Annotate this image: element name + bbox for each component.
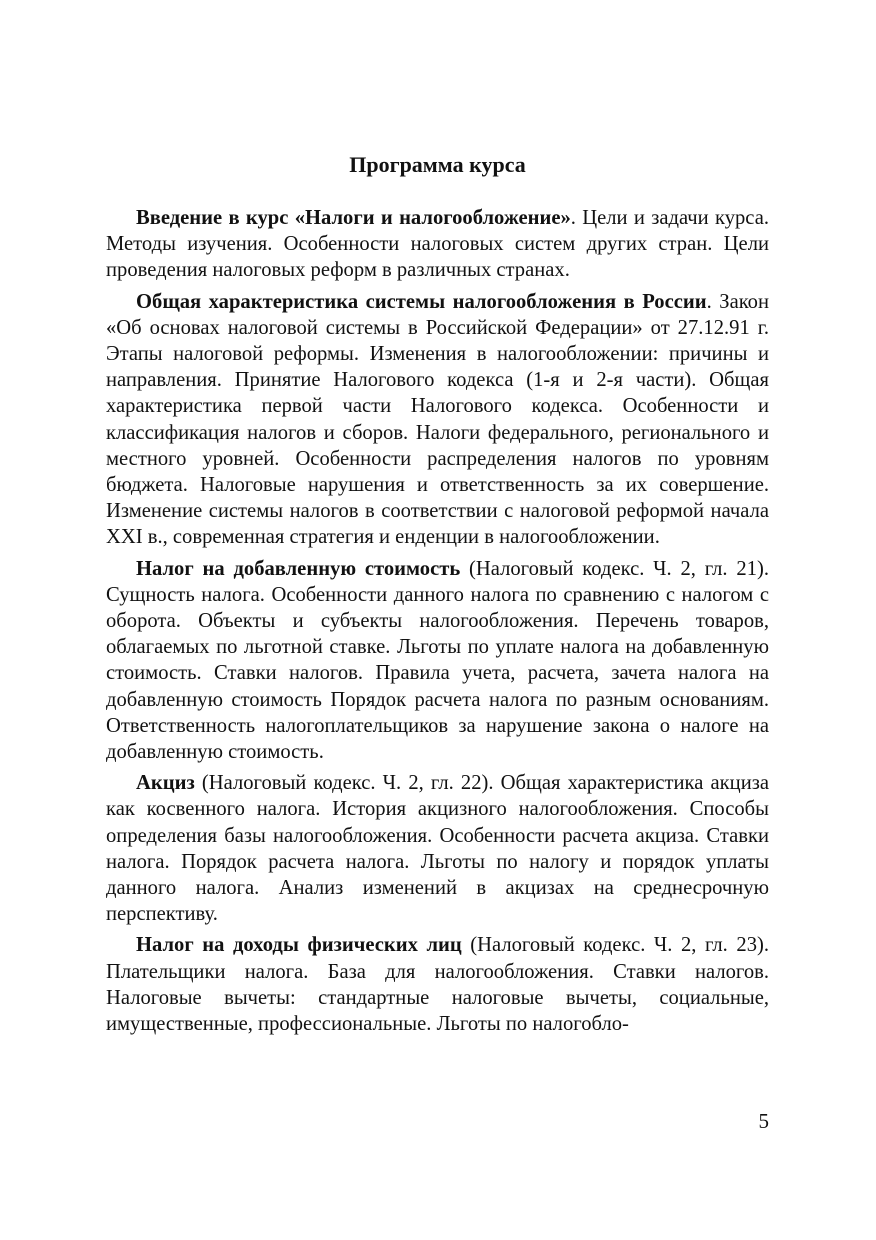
section-excise (106, 770, 769, 927)
section-text: (Налоговый кодекс. Ч. 2, гл. 22). Общая характеристика акциза как косвенного налога. История акцизного налогообложения. Способы определения базы налогообложения. Особенности расчета акциза. Ставки налога. Порядок расчета налога. Льготы по налогу и порядок уплаты данного налога. Анализ изменений в акцизах на среднесрочную перспективу. (106, 772, 769, 926)
page-number: 5 (758, 1109, 769, 1133)
section-text: . Цели и задачи курса. Методы изучения. Особенности налоговых систем других стран. Цели проведения налоговых реформ в различных странах. (106, 207, 769, 282)
page-title: Программа курса (349, 152, 526, 177)
section-heading: Введение в курс «Налоги и налогообложение» (136, 207, 571, 229)
section-vat (106, 556, 769, 766)
section-introduction (106, 205, 769, 284)
section-personal-income-tax (106, 932, 769, 1037)
section-text: (Налоговый кодекс. Ч. 2, гл. 21). Сущность налога. Особенности данного налога по сравнению с налогом с оборота. Объекты и субъекты налогообложения. Перечень товаров, облагаемых по льготной ставке. Льготы по уплате налога на добавленную стоимость. Ставки налогов. Правила учета, расчета, зачета налога на добавленную стоимость Порядок расчета налога по разным основаниям. Ответственность налогоплательщиков за нарушение закона о налоге на добавленную стоимость. (106, 557, 769, 764)
section-text: (Налоговый кодекс. Ч. 2, гл. 23). Плательщики налога. База для налогообложения. Ставки налогов. Налоговые вычеты: стандартные налоговые вычеты, социальные, имущественные, профессиональные. Льготы по налогобло- (106, 934, 769, 1036)
section-text: . Закон «Об основах налоговой системы в Российской Федерации» от 27.12.91 г. Этапы налоговой реформы. Изменения в налогообложении: причины и направления. Принятие Налогового кодекса (1-я и 2-я части). Общая характеристика первой части Налогового кодекса. Особенности и классификация налогов и сборов. Налоги федерального, регионального и местного уровней. Особенности распределения налогов по уровням бюджета. Налоговые нарушения и ответственность за их совершение. Изменение системы налогов в соответствии с налоговой реформой начала XXI в., современная стратегия и енденции в налогообложении. (106, 290, 769, 549)
section-heading: Налог на доходы физических лиц (136, 934, 462, 957)
section-tax-system-russia (106, 289, 769, 551)
page-body (106, 150, 769, 1042)
section-heading: Налог на добавленную стоимость (136, 557, 461, 580)
section-heading: Акциз (136, 772, 195, 795)
section-heading: Общая характеристика системы налогообложения в России (136, 290, 707, 313)
